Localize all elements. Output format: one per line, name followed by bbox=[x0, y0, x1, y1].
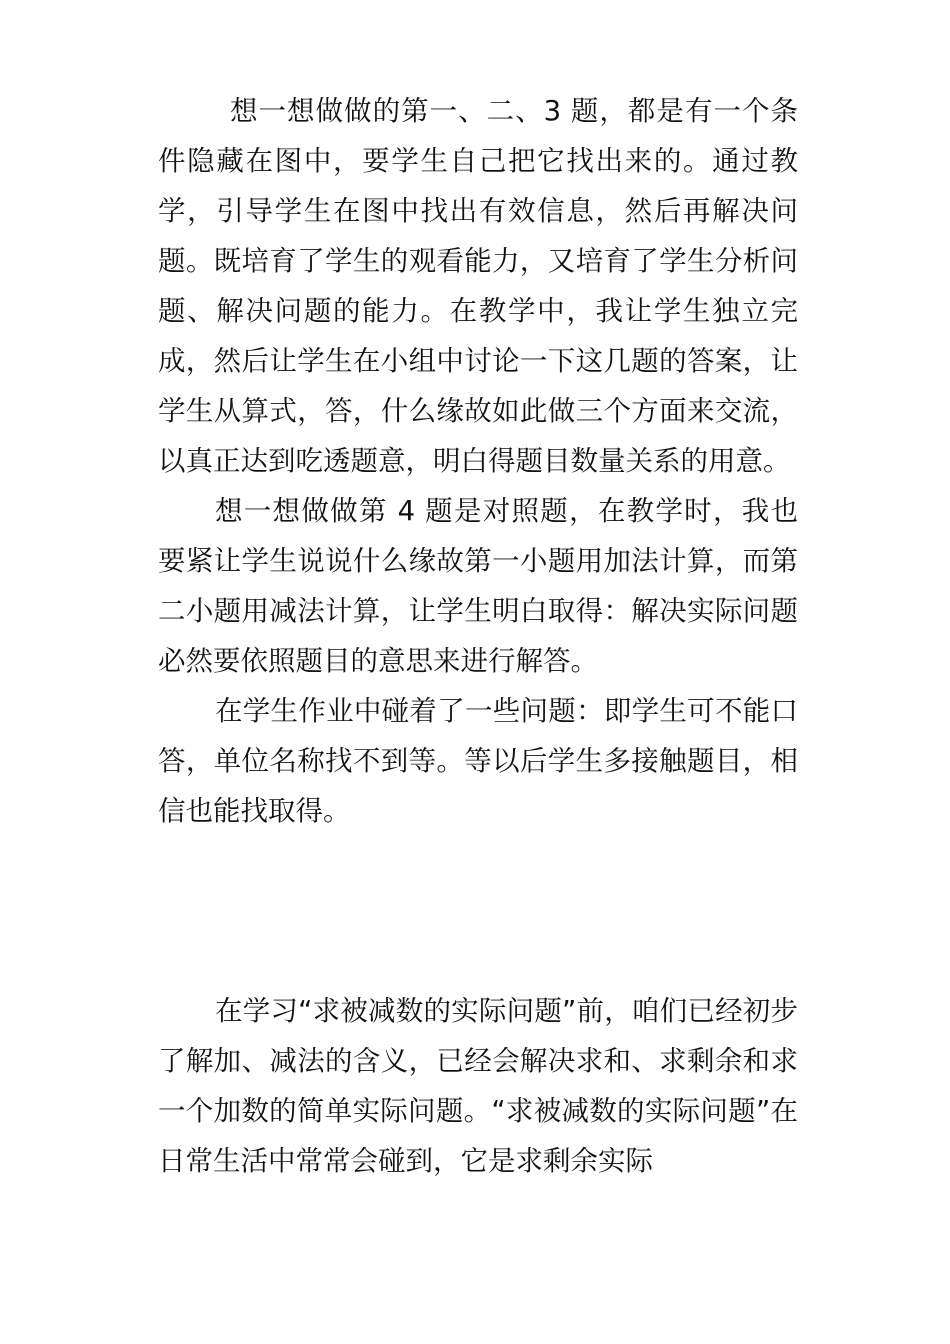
paragraph-4: 在学习“求被减数的实际问题”前，咱们已经初步了解加、减法的含义，已经会解决求和、求剩余和求一个加数的简单实际问题。“求被减数的实际问题”在日常生活中常常会碰到，它是求剩余实际 bbox=[158, 995, 798, 1177]
paragraph-3: 在学生作业中碰着了一些问题：即学生可不能口答，单位名称找不到等。等以后学生多接触题目，相信也能找取得。 bbox=[158, 695, 798, 827]
paragraph-2: 想一想做做第 4 题是对照题，在教学时，我也要紧让学生说说什么缘故第一小题用加法计算，而第二小题用减法计算，让学生明白取得：解决实际问题必然要依照题目的意思来进行解答。 bbox=[158, 495, 798, 677]
section-gap bbox=[158, 836, 798, 986]
document-page bbox=[158, 86, 798, 1186]
paragraph-1: 想一想做做的第一、二、3 题，都是有一个条件隐藏在图中，要学生自己把它找出来的。通过教学，引导学生在图中找出有效信息，然后再解决问题。既培育了学生的观看能力，又培育了学生分析问题、解决问题的能力。在教学中，我让学生独立完成，然后让学生在小组中讨论一下这几题的答案，让学生从算式，答，什么缘故如此做三个方面来交流，以真正达到吃透题意，明白得题目数量关系的用意。 bbox=[158, 95, 798, 477]
